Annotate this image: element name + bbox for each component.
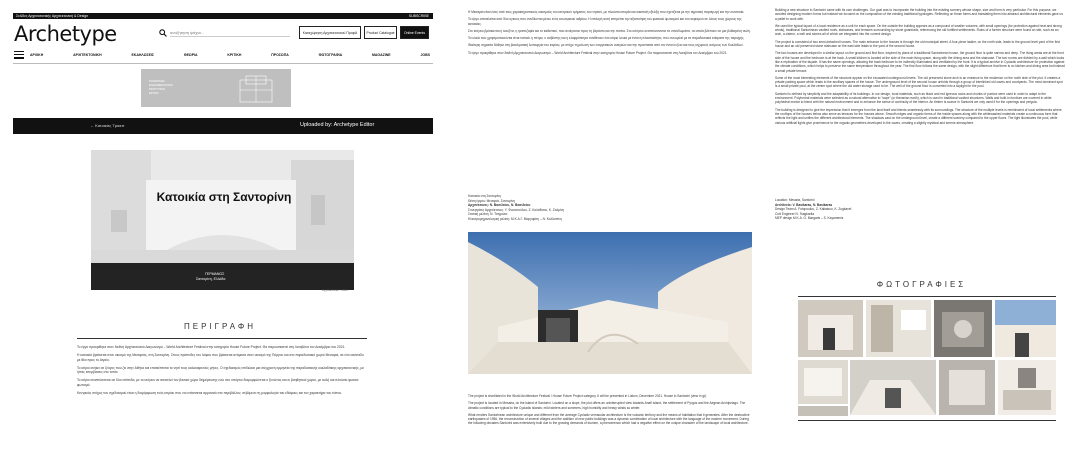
gallery-thumbnail[interactable] [850, 360, 936, 415]
courtyard-photo [468, 232, 752, 374]
ad-building-graphic [236, 72, 276, 104]
section-divider [77, 338, 367, 339]
paragraph: The two houses are developed in a similar layout on the ground and first floor, inspired by plans of a traditional Santorinean house, the ground floor is quite narrow and deep. The living areas are at the front side of the house and the bedroom is at the back. A small kitchen is located at the side of the main living space, along with the dining area and the staircase. The two rooms are divided by a wall which looks like a replication of the façade. It has the same openings, allowing the back bedroom to be indirectly illuminated and ventilated by the front. It is a typical archive in Cycladic architecture for protection against the climate conditions, which helps to preserve the same temperature throughout the year. The first floor follows the same design, with the slight difference that there is no kitchen and dining area but instead a small private terrace. [775, 51, 1065, 73]
top-bar-tagline: Σελίδες Αρχιτεκτονικής Αρχιτεκτονική & Design [16, 14, 89, 18]
online-events-button[interactable]: Online Events [400, 26, 429, 39]
section-description-heading: ΠΕΡΙΓΡΑΦΗ [183, 322, 257, 331]
project-team-credits: Location: Mesaria, Santorini Architects: V. Basikaras, N. Basikaras Design Team A. Fotopoulou, Z. Kaltaisou, K. Zogkavel Civil Engineer N. Tsagkarita MEP design M.K.A. G. Margaris – S. Kayamenis [775, 198, 852, 220]
article-middle-column [460, 0, 760, 450]
uploaded-by: Uploaded by: Archetype Editor [300, 122, 375, 128]
paragraph: Κεντρικός στόχος του σχεδιασμού είναι η διαμόρφωση ενός κτιρίου που να εντάσσεται αρμονικά στο περιβάλλον, σεβόμενο τη μορφολογία του εδάφους και τον χαρακτήρα του τόπου. [77, 391, 343, 396]
gallery-thumbnail[interactable] [866, 300, 931, 357]
top-bar [13, 13, 433, 19]
gallery-thumbnail[interactable] [798, 406, 848, 416]
nav-item-events[interactable]: ΕΚΔΗΛΩΣΕΙΣ [131, 53, 155, 57]
paragraph: Στο ισόγειο βρίσκονται η κουζίνα, η τραπεζαρία και το καθιστικό, που ανοίγονται προς τη βεράντα και την πισίνα. Στο υπόγειο αναπτύσσονται τα υπνοδωμάτια, τα οποία βλέπουν σε μια βυθισμένη αυλή. [468, 28, 751, 33]
nav-item-theory[interactable]: ΘΕΩΡΙΑ [183, 53, 198, 57]
paragraph: Santorini is defined by simplicity and the adaptability of its buildings. In our design, local materials, such as black and red igneous rocks and chunks of pumice were used in order to adapt to the environment. Polyhedral materials were selected as a natural alternative to "sape" (or theranian earth), which is used in traditional vaulted structures. Walls and built-in furniture are covered in white polyhedral mortar to blend with the natural environment and to enhance the sense of continuity of the interior. An timber is scarce in Santorini we only used it for the openings and pergola. [775, 91, 1052, 105]
nav-item-architecture[interactable]: ΑΡΧΙΤΕΚΤΟΝΙΚΗ [73, 53, 102, 57]
gallery-thumbnail[interactable] [798, 360, 848, 404]
gallery-thumbnail[interactable] [798, 300, 863, 357]
project-credits-greek: Κατοικία στη Σαντορίνη Θέση έργου: Μεσαριά, Σαντορίνη Αρχιτέκτονες: Ν. Βασιλείου, Ν. Βασιλείου Συνεργάτες Αρχιτέκτονες: Υ. Φωτοπούλου, Ζ. Καλαΐτσου, Κ. Ζαλμίνη Στατική μελέτη: Ν. Τσιγρώτα Ηλεκτρομηχανολογική μελέτη: Μ.Κ.Α.Γ. Μαργαρίτη – Ν. Κολλαπίνη [468, 194, 565, 221]
gallery-divider [798, 420, 1056, 421]
site-logo[interactable]: Archetype [14, 22, 117, 46]
paragraph: Η κατοικία βρίσκεται στον οικισμό της Μεσαριάς, στη Σαντορίνη. Στους πρόποδες του λόφου που βρίσκεται ανάμεσα στον οικισμό της Πύργου και στο παραδοσιακό χωριό Μεσαριά, σε ένα οικόπεδο με θέα προς το Αιγαίο. [77, 353, 364, 362]
paragraph: Ιδιαίτερη σημασία δόθηκε στη βιοκλιματική λειτουργία του κτιρίου, με στόχο τη μείωση των ενεργειακών αναγκών και την προστασία από τον έντονο ήλιο και τους ισχυρούς ανέμους των Κυκλάδων. [468, 43, 744, 48]
hero-caption-location: Σαντορίνη, Ελλάδα [196, 277, 226, 281]
nav-item-jobs[interactable]: JOBS [420, 53, 430, 57]
article-title: Κατοικία στη Σαντορίνη [156, 190, 292, 204]
subscribe-link[interactable]: SUBSCRIBE [408, 14, 429, 18]
previous-article-link[interactable]: ← Κατοικίες Τρικεπ [90, 123, 125, 128]
gallery-thumbnail[interactable] [998, 360, 1056, 415]
search-icon[interactable] [159, 29, 167, 37]
article-main-column [0, 0, 440, 450]
menu-icon[interactable] [14, 51, 24, 59]
paragraph: Το έργο προκρίθηκε στον διεθνή Αρχιτεκτονικό Διαγωνισμό – World Architecture Festival στην κατηγορία House Future Project. Θα παρουσιαστεί στη Λισαβόνα τον Δεκέμβριο του 2021. [468, 50, 728, 55]
nav-item-home[interactable]: ΑΡΧΙΚΗ [30, 53, 44, 57]
paragraph: The project is shortlisted in the World Architecture Festival / House Future Project category. It will be presented in Lisbon, December 2021. House in Santorini (view in gr) [468, 394, 707, 398]
article-right-column [770, 0, 1073, 450]
english-description [775, 8, 1065, 128]
section-divider [798, 296, 1056, 297]
section-photos-heading: ΦΩΤΟΓΡΑΦΙΕΣ [876, 280, 967, 289]
gallery-thumbnail[interactable] [995, 300, 1056, 357]
hero-credit: Αρχιτεκτονικά · 2021 [322, 288, 348, 292]
hero-image [91, 150, 354, 290]
article-meta-bar [13, 118, 433, 134]
paragraph: The building is designed to give the impression that it emerges from the land itself and blends seamlessly with its surroundings. The structure of the multiple levels is reminiscent of local settlements where the rooftops of the houses below also serve as terraces for the houses above. Smooth edges and organic forms of the inside spaces along with the whitewashed materials create a continuous form that reflects the light and unifies the different architectural elements. The shadows cast on the underground level, create a different scenery compared to the upper floors. The light illuminates the pool, while various artificial lights give prominence to the organic geometries developed in the caves, creating a slightly mystical and serene atmosphere. [775, 107, 1062, 125]
paragraph: Τα υλικά που χρησιμοποιούνται είναι τοπικά: η πέτρα, ο ασβέστης και η ελαφρόπετρα συνθέτουν ένα κτίριο λευκό με έντονη πλαστικότητα, που συνομιλεί με τα παραδοσιακά κτίσματα της περιοχής. [468, 36, 745, 41]
advertisement-banner[interactable] [141, 69, 291, 107]
hero-caption [91, 263, 354, 290]
paragraph: We used the typical layout of a local residence as a unit for each space. On the outside the building appears as a compound of smaller volumes, with small openings (for protection against heat and strong winds), traditional Santorinean vaulted roofs, staircases, and terraces surrounding by stone guardrails, referencing the old fortified settlements. Ruins of a former structure were found on site, such as an arch, a cistern, a well and stones all of which we integrated into the current design. [775, 23, 1062, 37]
main-nav [30, 53, 430, 57]
nav-item-criticism[interactable]: ΚΡΙΤΙΚΗ [227, 53, 242, 57]
product-catalogue-button[interactable]: Product Catalogue [364, 26, 397, 39]
paragraph: Building a new structure in Santorini came with its own challenges. Our goal was to incorporate the building into the existing scenery whose shape, size and form is very particular. For this purpose, we avoided designing modern forms but instead we focused on the composition of the existing traditional typologies. Reflecting on those forms and translating them into abstract architectural elements gave us a pallet to work with. [775, 8, 1063, 21]
nav-item-people[interactable]: ΠΡΟΣΩΠΑ [271, 53, 289, 57]
gallery-thumbnail[interactable] [934, 300, 992, 357]
paragraph: What renders Santorinean architecture unique and different from the average Cycladic vernacular architecture is the volcanic territory and the means of habitation that it generates. After the destructive earthquakes of 1956, the reconstruction of several villages and the addition of new public buildings was a dynamic combination of local architecture with the language of the modern movement. During the following decades Santorini was extensively built due to the growing demands of tourism, a phenomenon which had a negative effect on the unique character of the landscape of local architecture. [468, 412, 750, 426]
paragraph: Some of the most interesting elements of the structure appear on the excavated underground levels. The old preserved stone arch is an entrance to the residence on the north side of the plot. It creates a private parking space which leads to the ancillary spaces of the house. The underground level of the second house unfolds through a group of interlinked old caves and courtyards. The most dominant spot is a small private pool, at the center spot where the old water storage used to be. The well of the ground floor is converted into a skylight for the pool. [775, 75, 1063, 89]
gallery-thumbnail[interactable] [939, 360, 995, 415]
paragraph: Το έργο προκρίθηκε στον διεθνή Αρχιτεκτονικό Διαγωνισμό – World Architecture Festival στην κατηγορία House Future Project. Θα παρουσιαστεί στη Λισαβόνα τον Δεκέμβριο του 2021. [77, 345, 346, 349]
search-input[interactable] [170, 28, 290, 37]
register-profile-button[interactable]: Καταχώρηση Αρχιτεκτονικού Προφίλ [299, 26, 361, 39]
paragraph: The project is located in Mesaria, on the island of Santorini. Located on a slope, the plot offers an uninterrupted view towards Anafi island, the settlement of Pyrgos and the Aegean Archipelago. The climatic conditions are typical to the Cycladic islands; mild winters and summers, high humidity and heavy winds so winter. [468, 401, 746, 410]
paragraph: Το έργο αποτελείται από δύο ογκους που συνδέονται μέσω ενός εσωτερικού αιθρίου. Η επιλογή αυτή επιτρέπει την αξιοποίηση του φυσικού φωτισμού και του αερισμού σε όλους τους χώρους της κατοικίας. [468, 17, 742, 26]
nav-item-magazine[interactable]: MAGAZINE [371, 53, 391, 57]
english-text-block [468, 394, 752, 429]
description-text [77, 345, 367, 399]
paragraph: The project is consisted of two semi-detached houses. The main entrance to the houses is through the old municipal street. A four-piece ladder, on the north side, leads to the ground level yard of the first house and an old preserved stone staircase on the east side leads to the yard of the second house. [775, 39, 1060, 49]
ad-text: ΠΑΝΟΡΑΜΑ ΕΝΔΙΑΦΕΡΟΝΤΟΣ ΠΡΟΤΥΠΩΝ ΕΡΓΩΝ [149, 79, 174, 95]
project-photo[interactable] [468, 232, 752, 374]
paragraph: Το κτίριο ανήκει σε ζεύγος που ζει στην Αθήνα και επισκέπτεται το νησί τους καλοκαιρινούς μήνες. Ο σχεδιασμός επιδιώκει μια σύγχρονη ερμηνεία της παραδοσιακής κυκλαδίτικης αρχιτεκτονικής, με ήπιες επεμβάσεις στο τοπίο. [77, 365, 364, 375]
nav-item-photography[interactable]: ΦΩΤΟΓΡΑΦΙΑ [318, 53, 343, 57]
nav-divider [13, 63, 433, 64]
paragraph: Το κτίριο αναπτύσσεται σε δύο επίπεδα, με το ισόγειο να αποτελεί τον βασικό χώρο διημέρευσης ενώ στο υπόγειο διαμορφώνεται ο ξενώνας και οι βοηθητικοί χώροι, με αυλή και πλούσιο φυσικό φωτισμό. [77, 378, 359, 388]
paragraph: Η Μεσαριά είναι ένας από τους χαρακτηριστικούς οικισμούς του κεντρικού τμήματος του νησιού, με πλούσια ιστορία και οικιστική εξέλιξη που σχετίζεται με την αγροτική παραγωγή και την οινοποιία. [468, 10, 745, 14]
greek-text-block [468, 10, 752, 58]
hero-caption-name: ΓΕΡΜΑΝΟΣ [205, 272, 225, 276]
